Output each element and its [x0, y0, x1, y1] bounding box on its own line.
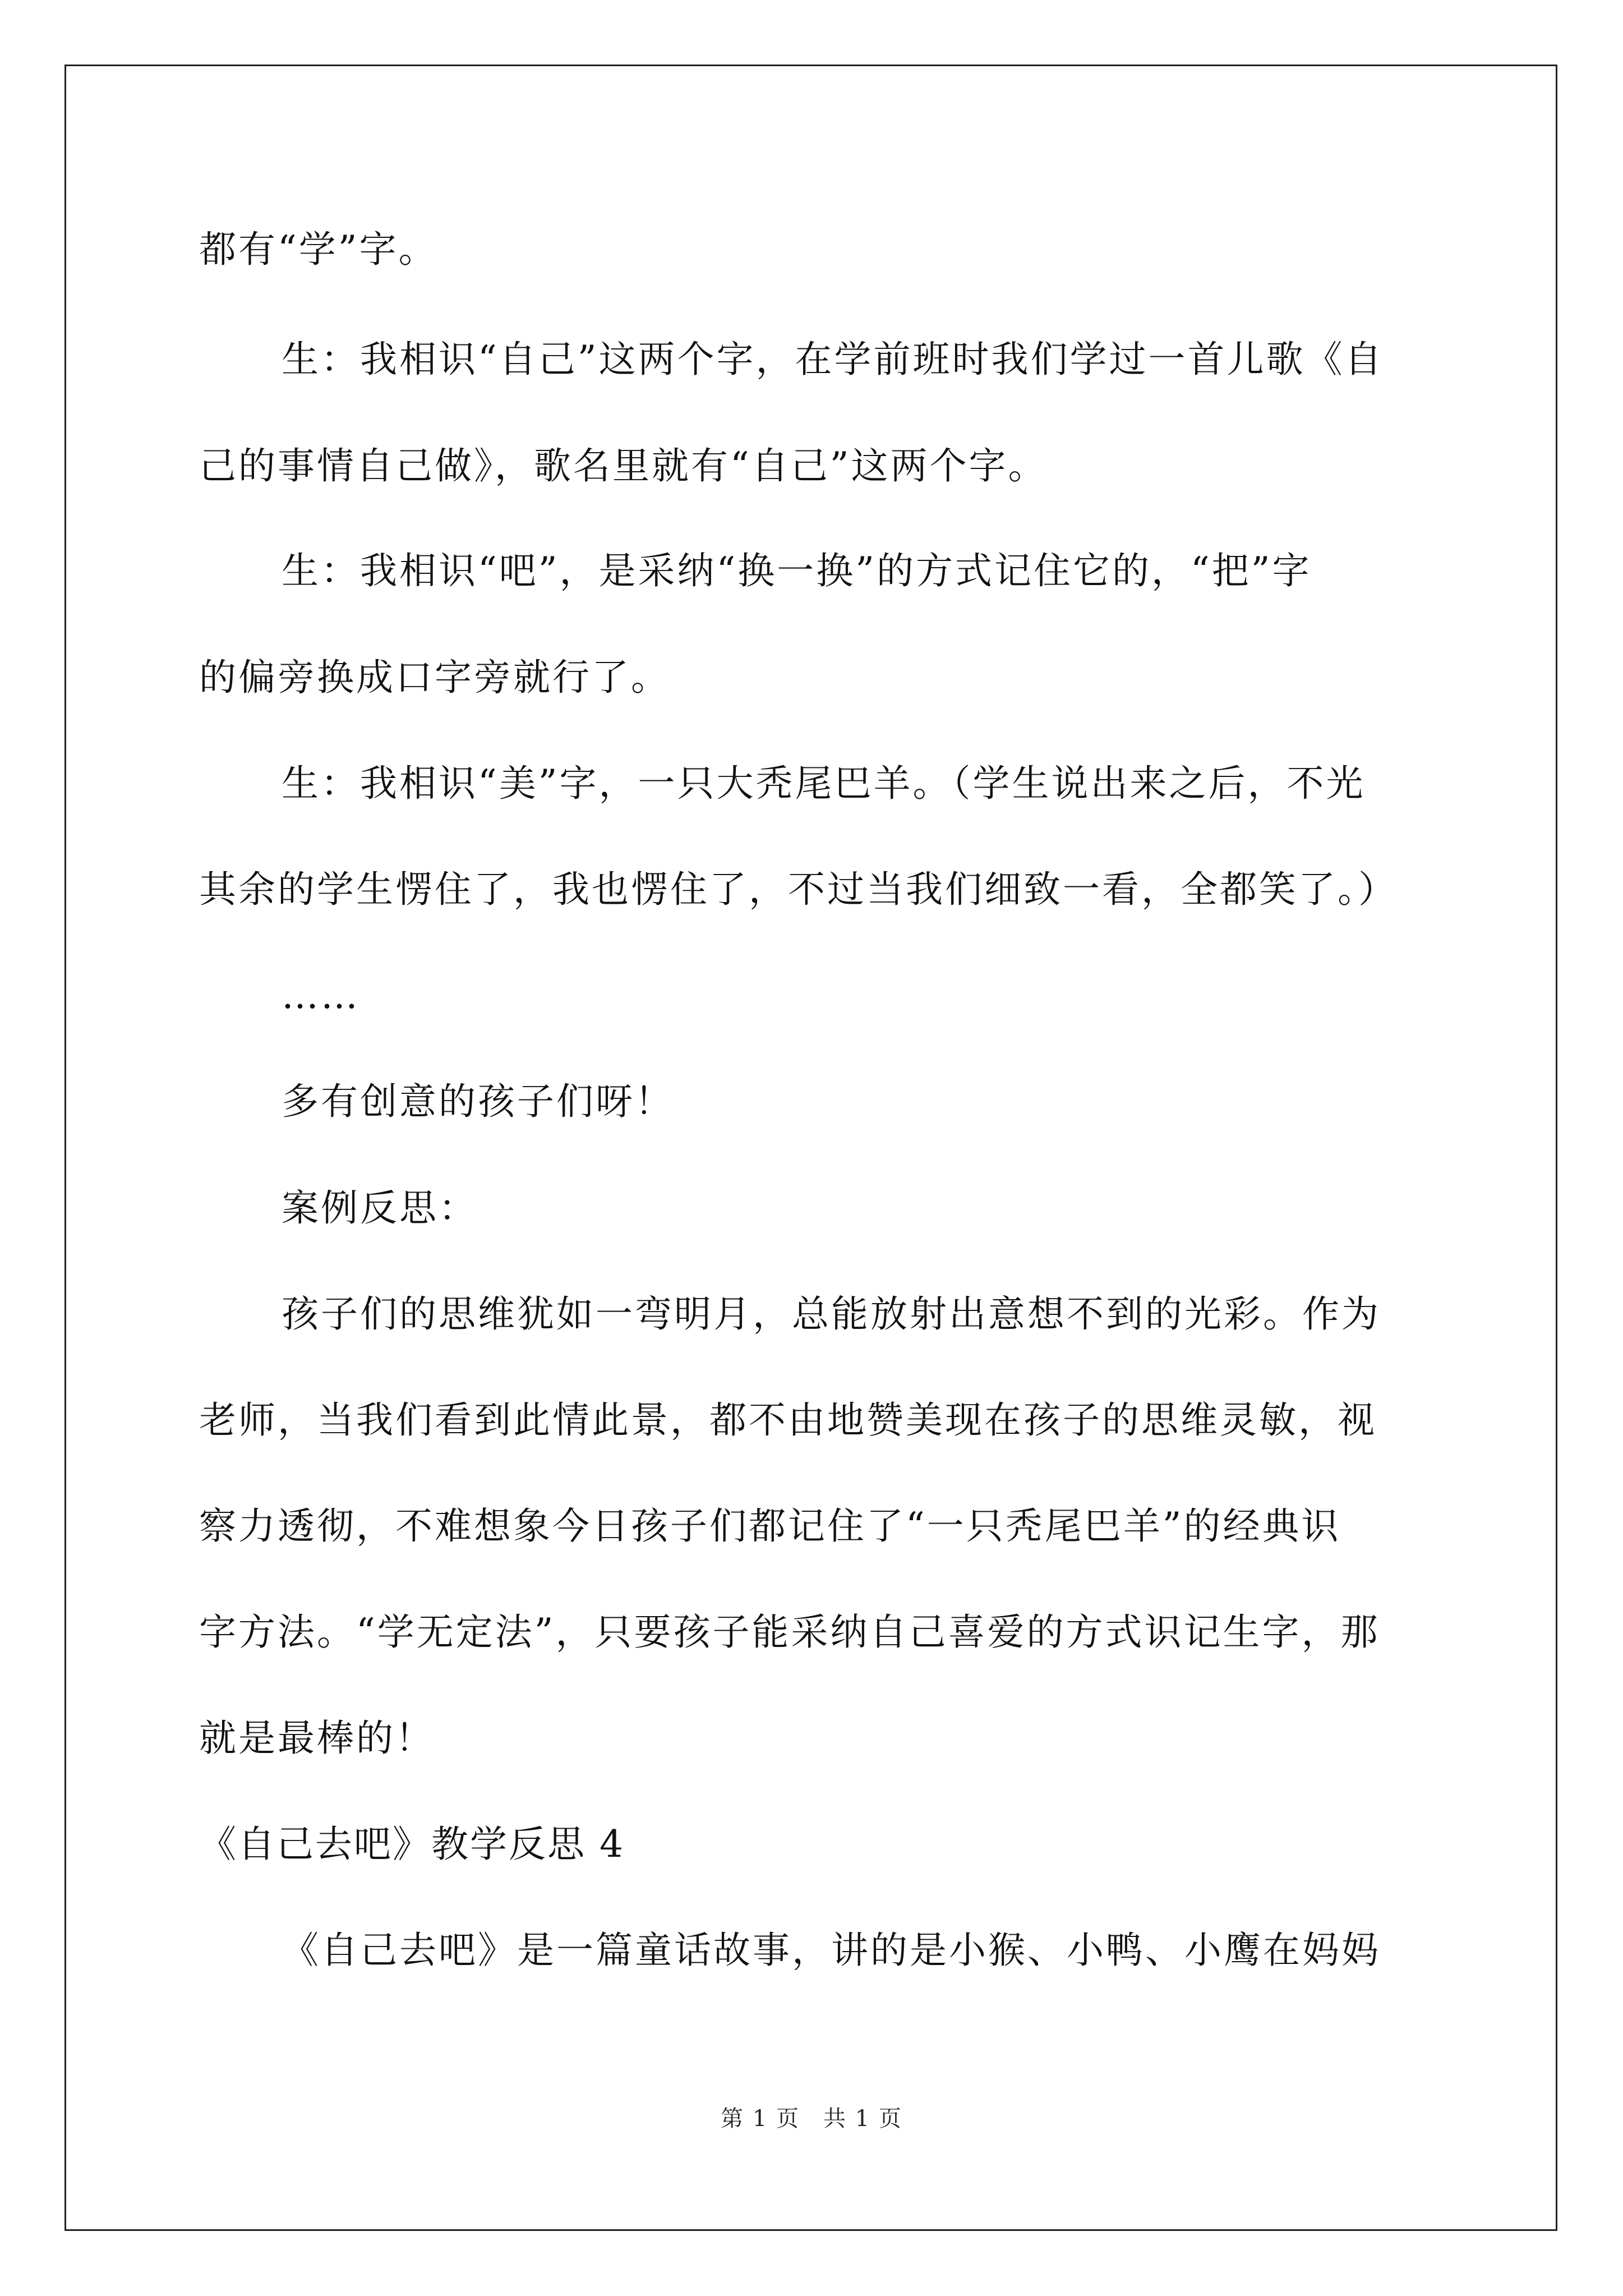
- paragraph-line: 其余的学生愣住了，我也愣住了，不过当我们细致一看，全都笑了。）: [199, 868, 1398, 911]
- paragraph-line: 多有创意的孩子们呀！: [282, 1080, 674, 1123]
- paragraph-line: 己的事情自己做》，歌名里就有“自己”这两个字。: [199, 444, 1048, 487]
- ellipsis-line: ……: [282, 974, 360, 1017]
- paragraph-line: 《自己去吧》是一篇童话故事，讲的是小猴、小鸭、小鹰在妈妈: [282, 1929, 1381, 1972]
- paragraph-line: 生：我相识“自己”这两个字，在学前班时我们学过一首儿歌《自: [282, 338, 1384, 381]
- paragraph-line: 孩子们的思维犹如一弯明月，总能放射出意想不到的光彩。作为: [282, 1292, 1381, 1336]
- page-footer: 第 1 页 共 1 页: [721, 2106, 902, 2132]
- page-border: [64, 65, 1557, 2231]
- paragraph-line: 字方法。“学无定法”，只要孩子能采纳自己喜爱的方式识记生字，那: [199, 1611, 1380, 1654]
- paragraph-line: 生：我相识“吧”，是采纳“换一换”的方式记住它的，“把”字: [282, 549, 1312, 592]
- paragraph-line: 就是最棒的！: [199, 1717, 435, 1760]
- paragraph-line: 的偏旁换成口字旁就行了。: [199, 656, 670, 699]
- paragraph-line: 生：我相识“美”字，一只大秃尾巴羊。（学生说出来之后，不光: [282, 762, 1366, 805]
- paragraph-line: 察力透彻，不难想象今日孩子们都记住了“一只秃尾巴羊”的经典识: [199, 1504, 1341, 1548]
- paragraph-line: 老师，当我们看到此情此景，都不由地赞美现在孩子的思维灵敏，视: [199, 1398, 1377, 1442]
- paragraph-line: 都有“学”字。: [199, 228, 438, 271]
- section-label: 案例反思：: [282, 1186, 478, 1230]
- section-heading: 《自己去吧》教学反思 4: [199, 1823, 625, 1866]
